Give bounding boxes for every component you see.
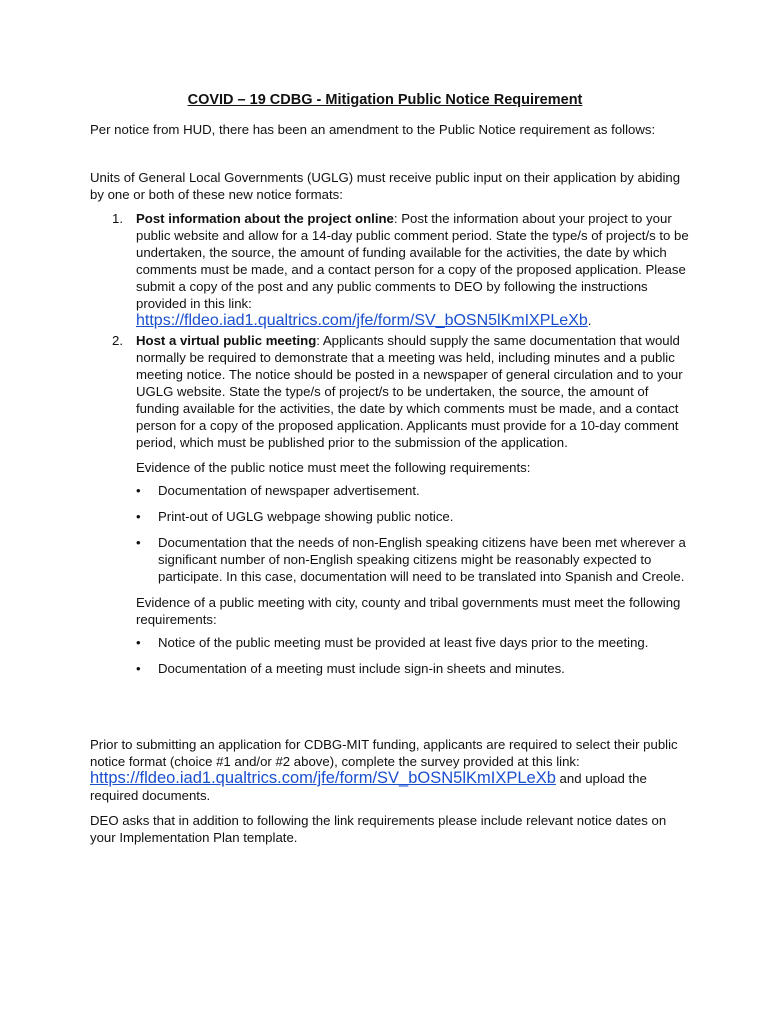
list-item: • Documentation that the needs of non-English speaking citizens have been met wherever a significant number of non-English speaking citizens might be reasonably expected to participate. In this case, documentation will need to be translated into Spanish and Creole.	[136, 535, 686, 584]
bullet-icon: •	[136, 661, 141, 676]
item-text: : Post the information about your project to your public website and allow for a 14-day public comment period. State the type/s of project/s to be undertaken, the source, the amount of funding available for the activities, the date by which comments must be made, and a contact person for a copy of the proposed application. Please submit a copy of the post and any public comments to DEO by following the instructions provided in this link:	[136, 211, 689, 311]
deo-paragraph: DEO asks that in addition to following the link requirements please include relevant notice dates on your Implementation Plan template.	[90, 813, 667, 845]
qualtrics-link[interactable]: https://fldeo.iad1.qualtrics.com/jfe/form/SV_bOSN5lKmIXPLeXb	[136, 312, 588, 329]
page-title: COVID – 19 CDBG - Mitigation Public Notice Requirement	[187, 92, 583, 108]
list-item-post-online	[90, 210, 690, 329]
prior-paragraph: Prior to submitting an application for CDBG-MIT funding, applicants are required to select their public notice format (choice #1 and/or #2 above), complete the survey provided at this link: https://fldeo.iad1.qualtrics.com/jfe/form/SV_bOSN5lKmIXPLeXb and upload the required documents.	[90, 737, 678, 803]
item-heading: Post information about the project online	[136, 211, 394, 226]
meeting-requirements-list	[136, 634, 690, 677]
units-paragraph: Units of General Local Governments (UGLG) must receive public input on their application by abiding by one or both of these new notice formats:	[90, 170, 681, 202]
intro-paragraph: Per notice from HUD, there has been an amendment to the Public Notice requirement as follows:	[90, 122, 656, 137]
bullet-icon: •	[136, 483, 141, 498]
notice-format-list	[90, 210, 690, 686]
list-number: 2.	[112, 333, 123, 348]
link-suffix: .	[587, 313, 592, 328]
evidence-meeting-text: Evidence of a public meeting with city, county and tribal governments must meet the following requirements:	[136, 595, 681, 627]
list-item: • Documentation of newspaper advertisement.	[136, 483, 420, 498]
evidence-notice-text: Evidence of the public notice must meet the following requirements:	[136, 460, 531, 475]
list-item: • Notice of the public meeting must be provided at least five days prior to the meeting.	[136, 635, 649, 650]
item-text: : Applicants should supply the same documentation that would normally be required to demonstrate that a meeting was held, including minutes and a public meeting notice. The notice should be posted in a newspaper of general circulation and to your UGLG website. State the type/s of project/s to be undertaken, the source, the amount of funding available for the activities, the date by which comments must be made, and a contact person for a copy of the proposed application. Applicants must provide for a 10-day comment period, which must be published prior to the submission of the application.	[136, 333, 683, 450]
bullet-icon: •	[136, 635, 141, 650]
item-heading: Host a virtual public meeting	[136, 333, 317, 348]
list-item: • Documentation of a meeting must include sign-in sheets and minutes.	[136, 661, 565, 676]
list-number: 1.	[112, 211, 123, 226]
notice-requirements-list	[136, 482, 690, 585]
list-item: • Print-out of UGLG webpage showing public notice.	[136, 509, 454, 524]
survey-link[interactable]: https://fldeo.iad1.qualtrics.com/jfe/form/SV_bOSN5lKmIXPLeXb	[90, 769, 556, 787]
bullet-icon: •	[136, 509, 141, 524]
list-item-virtual-meeting	[90, 332, 690, 677]
bullet-icon: •	[136, 535, 141, 550]
